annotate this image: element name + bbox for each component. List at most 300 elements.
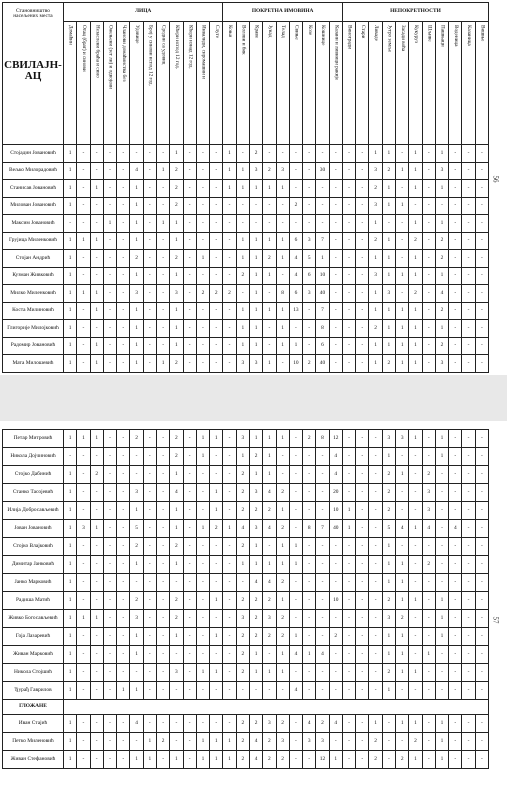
table-row bbox=[3, 466, 489, 484]
table-cell: - bbox=[117, 733, 130, 751]
table-cell: - bbox=[183, 646, 196, 664]
table-cell: 1 bbox=[170, 232, 183, 250]
table-cell: - bbox=[117, 302, 130, 320]
table-cell: - bbox=[289, 715, 302, 733]
table-cell: 1 bbox=[329, 751, 342, 769]
table-cell: - bbox=[156, 484, 169, 502]
table-cell: 1 bbox=[435, 448, 448, 466]
table-cell: - bbox=[369, 610, 382, 628]
table-cell: - bbox=[342, 751, 355, 769]
column-header bbox=[409, 22, 422, 145]
column-header-text: Кукуруз bbox=[413, 25, 420, 43]
table-cell: 4 bbox=[396, 520, 409, 538]
table-cell: 2 bbox=[170, 538, 183, 556]
table-row bbox=[3, 285, 489, 303]
table-cell: - bbox=[289, 320, 302, 338]
column-header-text: Засади воћа bbox=[399, 25, 406, 52]
table-cell: 2 bbox=[276, 520, 289, 538]
table-cell: 30 bbox=[316, 162, 329, 180]
table-cell: - bbox=[303, 484, 316, 502]
table-cell: - bbox=[435, 520, 448, 538]
table-cell: - bbox=[329, 285, 342, 303]
table-cell: 1 bbox=[64, 337, 77, 355]
table-cell: 1 bbox=[130, 337, 143, 355]
table-cell: - bbox=[329, 610, 342, 628]
table-cell: - bbox=[210, 145, 223, 163]
table-cell: - bbox=[90, 682, 103, 700]
table-cell: - bbox=[462, 250, 475, 268]
table-cell: - bbox=[356, 715, 369, 733]
table-cell: - bbox=[316, 628, 329, 646]
table-cell: - bbox=[342, 267, 355, 285]
table-cell: - bbox=[475, 466, 488, 484]
table-cell: - bbox=[143, 197, 156, 215]
table-cell: - bbox=[422, 232, 435, 250]
table-cell: - bbox=[409, 538, 422, 556]
table-cell: - bbox=[210, 448, 223, 466]
table-cell: - bbox=[303, 574, 316, 592]
table-cell: 1 bbox=[382, 646, 395, 664]
table-cell: - bbox=[223, 592, 236, 610]
table-cell: 3 bbox=[130, 484, 143, 502]
table-cell: - bbox=[130, 664, 143, 682]
table-cell: - bbox=[303, 448, 316, 466]
table-cell: - bbox=[210, 538, 223, 556]
table-row bbox=[3, 302, 489, 320]
table-cell: - bbox=[143, 337, 156, 355]
table-cell: 2 bbox=[249, 628, 262, 646]
table-cell: - bbox=[329, 664, 342, 682]
column-header-text: Шљиве bbox=[426, 25, 433, 42]
section-row bbox=[3, 700, 489, 715]
table-cell: - bbox=[422, 197, 435, 215]
table-cell: - bbox=[462, 337, 475, 355]
table-cell: - bbox=[329, 162, 342, 180]
column-header-text: Козе bbox=[306, 25, 313, 36]
table-cell: - bbox=[196, 538, 209, 556]
table-cell: - bbox=[316, 448, 329, 466]
table-cell: - bbox=[449, 682, 462, 700]
table-cell: - bbox=[342, 232, 355, 250]
table-cell: - bbox=[316, 502, 329, 520]
table-cell: - bbox=[462, 180, 475, 198]
table-cell: - bbox=[210, 162, 223, 180]
table-cell: 1 bbox=[210, 751, 223, 769]
table-cell: - bbox=[183, 592, 196, 610]
table-cell: 1 bbox=[409, 715, 422, 733]
table-cell: - bbox=[435, 484, 448, 502]
table-cell: - bbox=[462, 610, 475, 628]
table-cell: 1 bbox=[369, 715, 382, 733]
table-cell: - bbox=[143, 484, 156, 502]
table-cell: - bbox=[475, 715, 488, 733]
table-cell: - bbox=[223, 664, 236, 682]
table-cell: - bbox=[196, 337, 209, 355]
table-cell: - bbox=[409, 574, 422, 592]
table-cell: - bbox=[223, 628, 236, 646]
table-cell: 2 bbox=[276, 610, 289, 628]
table-cell: - bbox=[183, 267, 196, 285]
table-cell: - bbox=[329, 733, 342, 751]
table-cell: - bbox=[382, 751, 395, 769]
table-cell: 1 bbox=[223, 733, 236, 751]
table-cell: - bbox=[77, 180, 90, 198]
table-cell: - bbox=[249, 682, 262, 700]
table-cell: - bbox=[329, 682, 342, 700]
table-cell: - bbox=[369, 628, 382, 646]
table-cell: - bbox=[303, 320, 316, 338]
table-cell: 1 bbox=[276, 180, 289, 198]
page-gap bbox=[0, 375, 507, 421]
table-cell: 2 bbox=[382, 466, 395, 484]
table-cell: 1 bbox=[409, 250, 422, 268]
table-cell: - bbox=[449, 502, 462, 520]
table-cell: - bbox=[342, 250, 355, 268]
table-cell: - bbox=[77, 733, 90, 751]
table-cell: - bbox=[103, 664, 116, 682]
table-cell: - bbox=[435, 466, 448, 484]
table-cell: - bbox=[342, 715, 355, 733]
table-cell: 1 bbox=[369, 337, 382, 355]
person-name: Живко Богосављевић bbox=[3, 610, 64, 628]
table-cell: - bbox=[356, 628, 369, 646]
column-header-text: Казани и ливници ракије bbox=[333, 25, 340, 81]
table-cell: 2 bbox=[170, 448, 183, 466]
table-cell: - bbox=[396, 145, 409, 163]
table-cell: - bbox=[449, 448, 462, 466]
table-cell: - bbox=[77, 355, 90, 373]
table-cell: 1 bbox=[130, 267, 143, 285]
table-cell: - bbox=[382, 215, 395, 233]
table-cell: - bbox=[236, 682, 249, 700]
table-cell: - bbox=[103, 751, 116, 769]
table-cell: - bbox=[183, 197, 196, 215]
table-cell: - bbox=[77, 538, 90, 556]
table-cell: 1 bbox=[90, 302, 103, 320]
table-cell: 6 bbox=[316, 337, 329, 355]
table-cell: - bbox=[263, 197, 276, 215]
table-cell: 4 bbox=[236, 520, 249, 538]
table-cell: - bbox=[143, 466, 156, 484]
table-cell: - bbox=[289, 574, 302, 592]
person-name: Радиша Матић bbox=[3, 592, 64, 610]
person-name: Мата Милошевић bbox=[3, 355, 64, 373]
table-cell: - bbox=[356, 610, 369, 628]
table-cell: - bbox=[77, 682, 90, 700]
table-cell: 1 bbox=[369, 250, 382, 268]
table-cell: - bbox=[183, 484, 196, 502]
table-cell: - bbox=[170, 682, 183, 700]
table-cell: - bbox=[342, 197, 355, 215]
table-cell: 1 bbox=[382, 337, 395, 355]
table-cell: 1 bbox=[64, 682, 77, 700]
table-cell: - bbox=[356, 751, 369, 769]
table-cell: 1 bbox=[90, 610, 103, 628]
table-cell: - bbox=[329, 180, 342, 198]
table-cell: - bbox=[435, 538, 448, 556]
table-cell: - bbox=[382, 733, 395, 751]
table-cell: - bbox=[303, 466, 316, 484]
table-cell: - bbox=[369, 646, 382, 664]
table-cell: - bbox=[289, 751, 302, 769]
table-cell: - bbox=[449, 610, 462, 628]
table-cell: - bbox=[329, 145, 342, 163]
table-cell: - bbox=[117, 145, 130, 163]
table-cell: - bbox=[303, 145, 316, 163]
table-cell: - bbox=[356, 180, 369, 198]
table-cell: 6 bbox=[289, 285, 302, 303]
table-cell: - bbox=[249, 197, 262, 215]
table-cell: - bbox=[103, 430, 116, 448]
column-header bbox=[64, 22, 77, 145]
table-row bbox=[3, 502, 489, 520]
table-cell: - bbox=[316, 466, 329, 484]
table-cell: - bbox=[143, 448, 156, 466]
table-cell: - bbox=[210, 682, 223, 700]
table-cell: 1 bbox=[249, 337, 262, 355]
table-cell: - bbox=[462, 592, 475, 610]
table-cell: 4 bbox=[329, 448, 342, 466]
table-cell: 2 bbox=[303, 430, 316, 448]
settlement-header bbox=[3, 3, 64, 145]
table-cell: 40 bbox=[329, 520, 342, 538]
table-cell: 1 bbox=[64, 320, 77, 338]
table-cell: - bbox=[223, 232, 236, 250]
table-cell: 40 bbox=[316, 355, 329, 373]
table-cell: 1 bbox=[263, 232, 276, 250]
table-cell: 1 bbox=[382, 302, 395, 320]
table-cell: - bbox=[196, 592, 209, 610]
table-cell: - bbox=[77, 664, 90, 682]
table-cell: 1 bbox=[64, 556, 77, 574]
table-row bbox=[3, 592, 489, 610]
table-cell: 1 bbox=[90, 430, 103, 448]
table-cell: 3 bbox=[236, 355, 249, 373]
table-cell: - bbox=[143, 215, 156, 233]
table-cell: - bbox=[475, 215, 488, 233]
column-header bbox=[263, 22, 276, 145]
table-cell: - bbox=[422, 337, 435, 355]
table-cell: 4 bbox=[289, 250, 302, 268]
table-cell: 2 bbox=[422, 466, 435, 484]
table-cell: - bbox=[342, 538, 355, 556]
person-name: Вељко Милорадовић bbox=[3, 162, 64, 180]
table-cell: - bbox=[263, 337, 276, 355]
table-cell: - bbox=[183, 162, 196, 180]
table-cell: - bbox=[276, 682, 289, 700]
table-cell: 1 bbox=[64, 538, 77, 556]
table-cell: 1 bbox=[64, 715, 77, 733]
table-cell: - bbox=[223, 538, 236, 556]
table-cell: 1 bbox=[409, 337, 422, 355]
table-cell: 3 bbox=[276, 733, 289, 751]
table-cell: 2 bbox=[329, 628, 342, 646]
table-cell: - bbox=[103, 145, 116, 163]
table-cell: 1 bbox=[210, 628, 223, 646]
table-cell: 2 bbox=[276, 628, 289, 646]
table-cell: - bbox=[210, 646, 223, 664]
table-row bbox=[3, 162, 489, 180]
table-cell: - bbox=[449, 733, 462, 751]
table-cell: 2 bbox=[435, 250, 448, 268]
table-cell: - bbox=[303, 302, 316, 320]
table-cell: 1 bbox=[276, 320, 289, 338]
table-cell: 1 bbox=[276, 664, 289, 682]
table-cell: 1 bbox=[64, 197, 77, 215]
table-cell: - bbox=[117, 664, 130, 682]
table-cell: - bbox=[276, 145, 289, 163]
table-cell: - bbox=[462, 556, 475, 574]
table-cell: - bbox=[196, 197, 209, 215]
table-cell: 2 bbox=[382, 484, 395, 502]
table-cell: 2 bbox=[382, 162, 395, 180]
table-cell: - bbox=[103, 520, 116, 538]
table-cell: - bbox=[223, 556, 236, 574]
column-header-text: Волови и бик bbox=[240, 25, 247, 55]
table-cell: 1 bbox=[276, 502, 289, 520]
table-cell: 1 bbox=[396, 162, 409, 180]
table-cell: - bbox=[183, 302, 196, 320]
person-name: Јован Јовановић bbox=[3, 520, 64, 538]
table-cell: - bbox=[103, 715, 116, 733]
table-cell: - bbox=[143, 715, 156, 733]
table-cell: - bbox=[210, 574, 223, 592]
table-cell: 3 bbox=[77, 520, 90, 538]
table-cell: - bbox=[117, 337, 130, 355]
table-cell: 8 bbox=[316, 320, 329, 338]
table-cell: - bbox=[356, 215, 369, 233]
table-cell: 1 bbox=[236, 162, 249, 180]
table-cell: - bbox=[90, 538, 103, 556]
table-cell: 2 bbox=[382, 502, 395, 520]
table-cell: 1 bbox=[382, 628, 395, 646]
table-cell: - bbox=[77, 320, 90, 338]
table-cell: 1 bbox=[369, 302, 382, 320]
table-cell: - bbox=[475, 538, 488, 556]
table-cell: 1 bbox=[143, 751, 156, 769]
table-cell: 2 bbox=[263, 733, 276, 751]
table-cell: 2 bbox=[130, 538, 143, 556]
table-cell: 1 bbox=[396, 320, 409, 338]
table-cell: - bbox=[462, 285, 475, 303]
table-cell: 4 bbox=[316, 646, 329, 664]
table-cell: 1 bbox=[396, 337, 409, 355]
table-row bbox=[3, 751, 489, 769]
table-cell: - bbox=[103, 197, 116, 215]
table-cell: - bbox=[103, 267, 116, 285]
table-cell: 3 bbox=[382, 285, 395, 303]
table-cell: 3 bbox=[236, 430, 249, 448]
table-cell: - bbox=[156, 628, 169, 646]
table-cell: - bbox=[289, 592, 302, 610]
column-header bbox=[170, 22, 183, 145]
table-cell: - bbox=[117, 466, 130, 484]
table-cell: - bbox=[196, 215, 209, 233]
table-cell: - bbox=[289, 448, 302, 466]
table-cell: 3 bbox=[170, 285, 183, 303]
table-cell: - bbox=[236, 215, 249, 233]
table-cell: - bbox=[462, 430, 475, 448]
table-cell: - bbox=[143, 162, 156, 180]
table-cell: 1 bbox=[90, 232, 103, 250]
table-cell: - bbox=[143, 682, 156, 700]
table-cell: - bbox=[156, 302, 169, 320]
column-header-text: Воденица bbox=[452, 25, 459, 47]
table-cell: - bbox=[263, 538, 276, 556]
table-cell: 1 bbox=[409, 302, 422, 320]
table-cell: 2 bbox=[409, 733, 422, 751]
table-cell: - bbox=[130, 448, 143, 466]
table-cell: - bbox=[183, 430, 196, 448]
table-cell: - bbox=[422, 538, 435, 556]
table-cell: - bbox=[210, 610, 223, 628]
table-cell: - bbox=[183, 715, 196, 733]
table-cell: 1 bbox=[223, 145, 236, 163]
table-cell: 4 bbox=[289, 646, 302, 664]
table-cell: - bbox=[329, 574, 342, 592]
table-cell: - bbox=[329, 267, 342, 285]
table-cell: - bbox=[90, 664, 103, 682]
table-cell: - bbox=[449, 355, 462, 373]
table-cell: 3 bbox=[435, 162, 448, 180]
table-cell: - bbox=[342, 320, 355, 338]
table-cell: - bbox=[422, 355, 435, 373]
table-cell: - bbox=[117, 180, 130, 198]
table-cell: - bbox=[156, 538, 169, 556]
table-cell: 1 bbox=[249, 320, 262, 338]
table-cell: 3 bbox=[422, 484, 435, 502]
table-cell: 2 bbox=[249, 145, 262, 163]
table-cell: 1 bbox=[236, 232, 249, 250]
column-header bbox=[422, 22, 435, 145]
table-cell: - bbox=[77, 302, 90, 320]
table-cell: - bbox=[356, 162, 369, 180]
table-cell: 1 bbox=[263, 466, 276, 484]
table-cell: - bbox=[196, 574, 209, 592]
table-cell: 2 bbox=[276, 484, 289, 502]
column-header-text: Домаћин bbox=[67, 25, 74, 45]
table-cell: 1 bbox=[64, 466, 77, 484]
table-cell: - bbox=[462, 484, 475, 502]
table-cell: 4 bbox=[263, 484, 276, 502]
group-real-estate: НЕПОКРЕТНОСТИ bbox=[342, 3, 488, 22]
table-cell: - bbox=[356, 646, 369, 664]
table-cell: - bbox=[449, 646, 462, 664]
table-cell: - bbox=[462, 232, 475, 250]
table-cell: - bbox=[342, 337, 355, 355]
table-cell: 1 bbox=[409, 520, 422, 538]
table-cell: - bbox=[103, 574, 116, 592]
table-row bbox=[3, 610, 489, 628]
table-cell: 2 bbox=[435, 302, 448, 320]
table-cell: - bbox=[435, 646, 448, 664]
table-cell: - bbox=[117, 215, 130, 233]
table-cell: 1 bbox=[409, 267, 422, 285]
table-cell: - bbox=[223, 267, 236, 285]
table-cell: 1 bbox=[289, 337, 302, 355]
column-header-text: Свиње bbox=[293, 25, 300, 40]
table-cell: - bbox=[475, 682, 488, 700]
column-header-text: Виногради bbox=[346, 25, 353, 50]
table-cell: 1 bbox=[249, 466, 262, 484]
table-cell: 1 bbox=[90, 285, 103, 303]
table-cell: - bbox=[263, 682, 276, 700]
table-cell: 1 bbox=[210, 664, 223, 682]
table-cell: - bbox=[90, 574, 103, 592]
table-cell: 3 bbox=[170, 664, 183, 682]
column-header-text: Вишње bbox=[479, 25, 486, 42]
table-cell: 1 bbox=[435, 733, 448, 751]
